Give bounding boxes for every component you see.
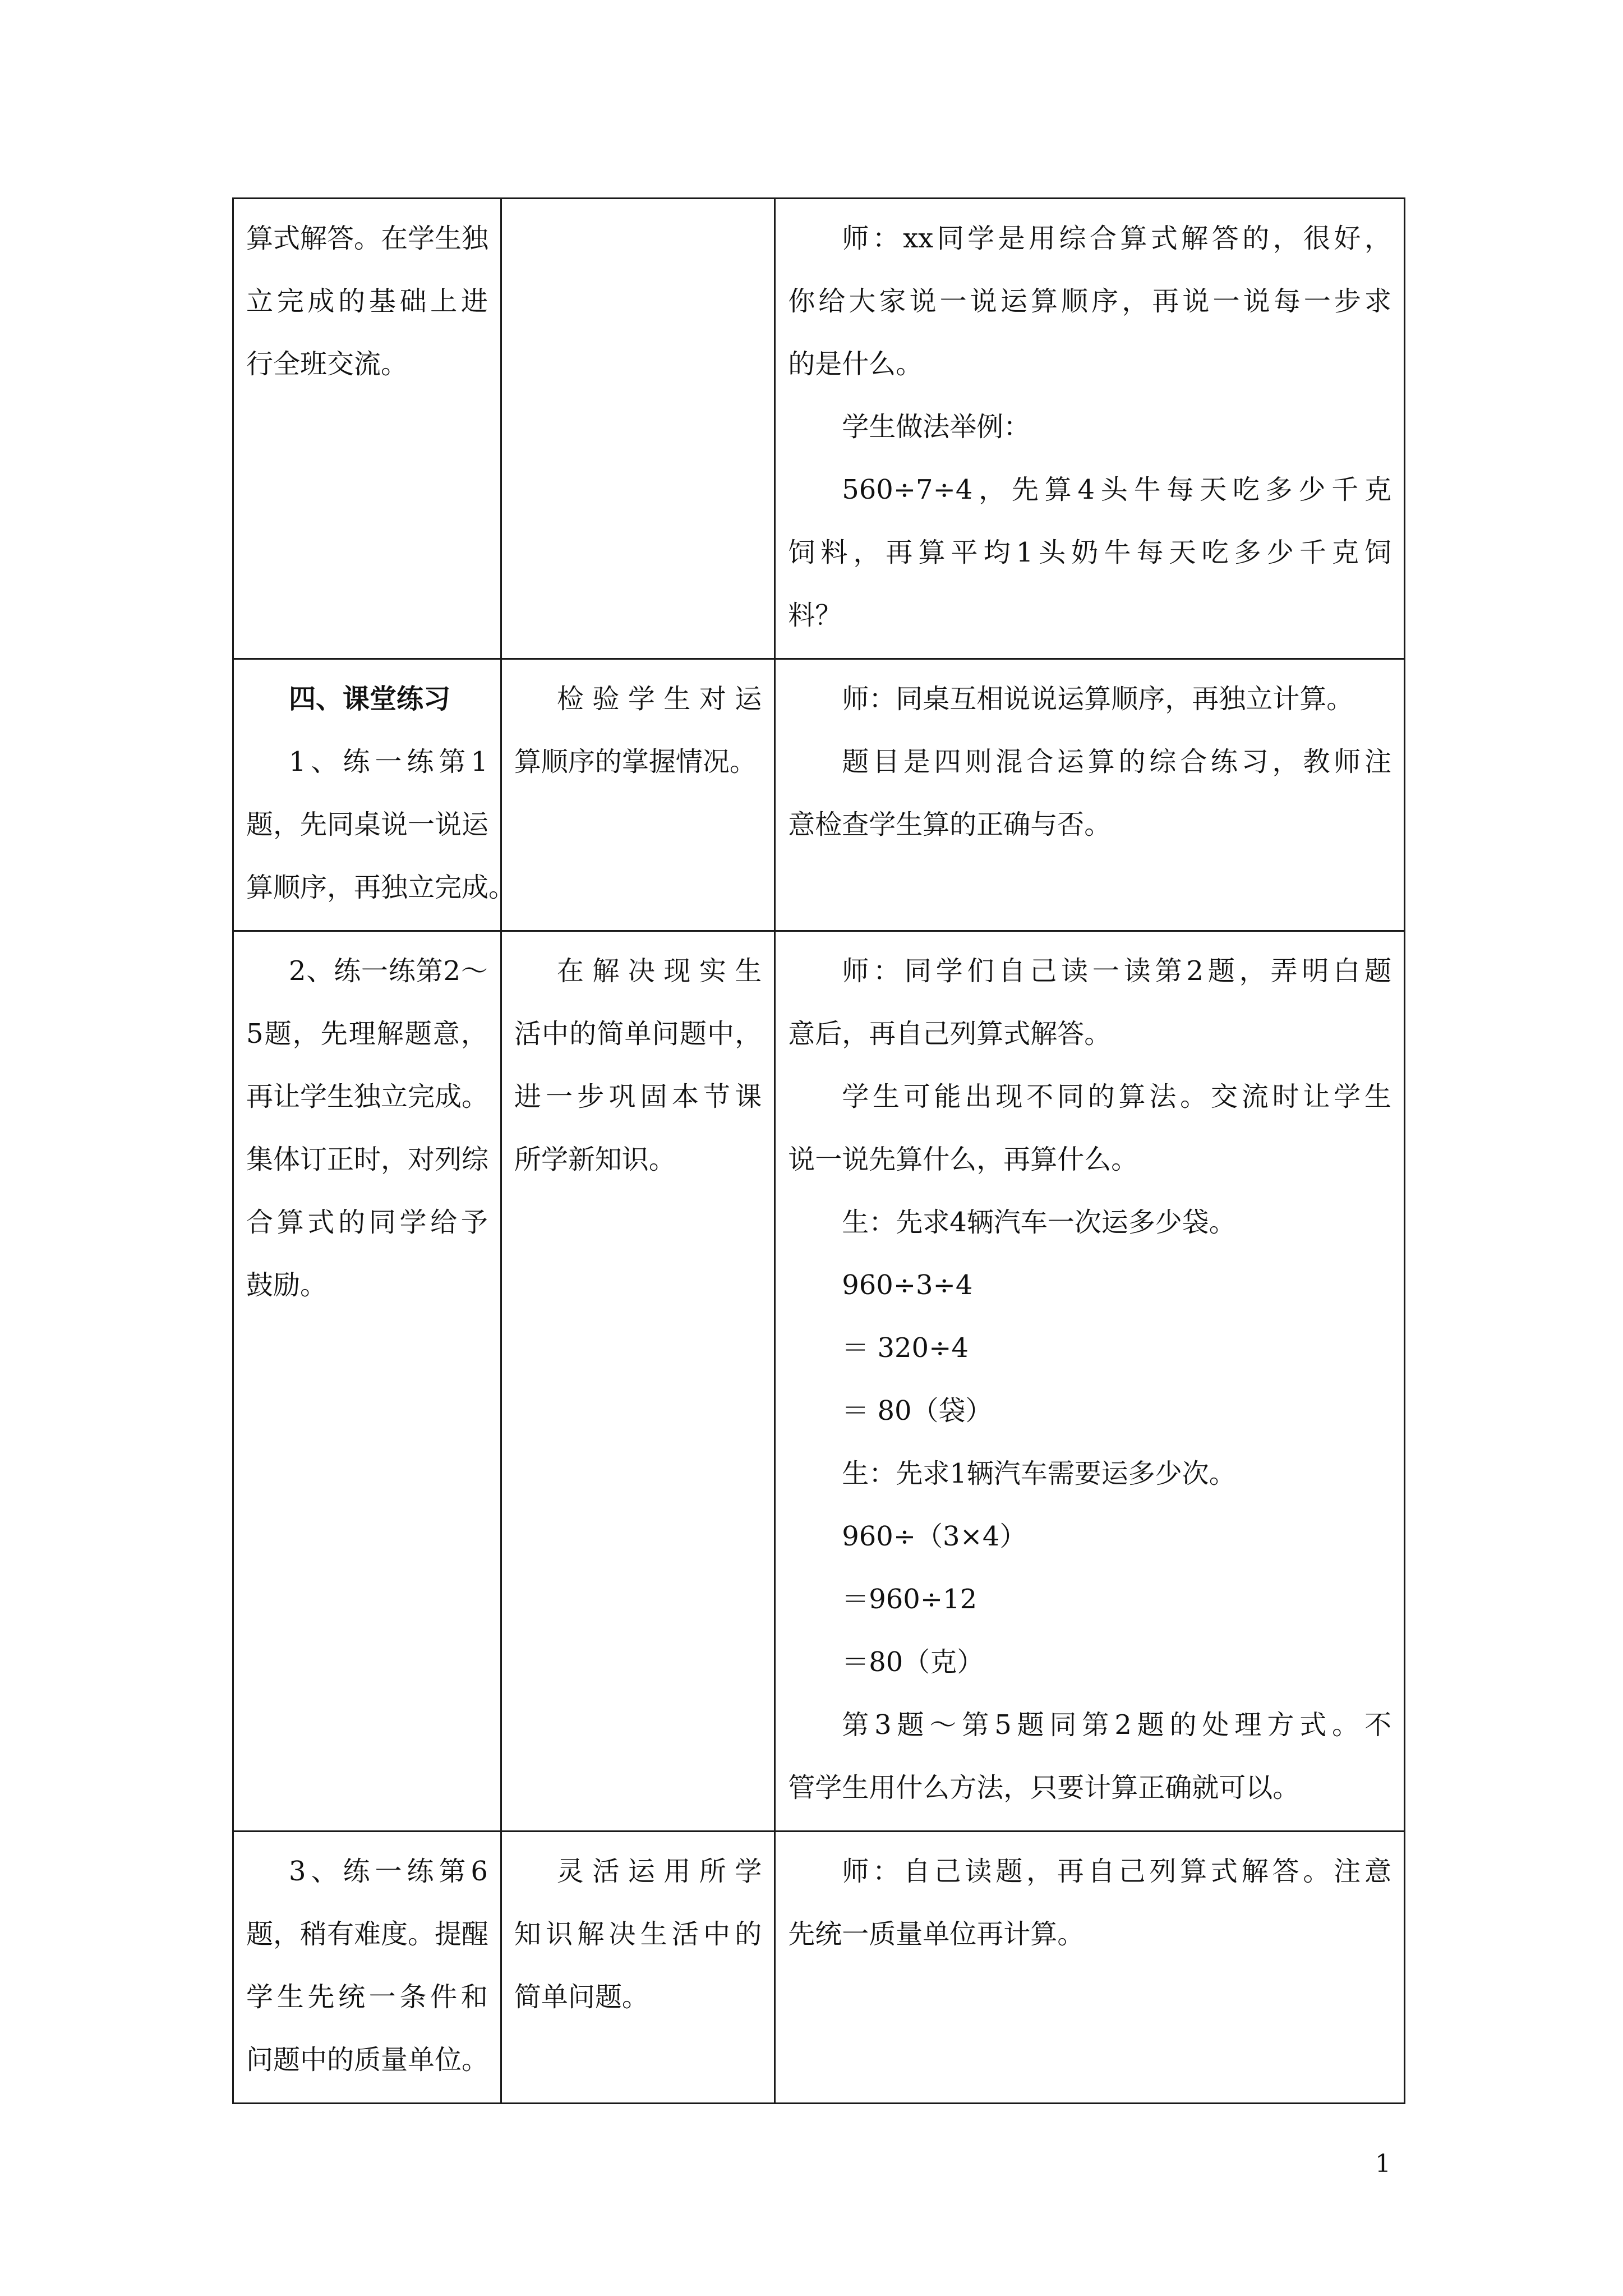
teacher-student-activity-cell	[775, 1832, 1405, 2104]
teaching-process-cell	[233, 931, 501, 1832]
equation-line: 960÷（3×4）	[842, 1521, 1027, 1552]
text-line: 饲料，再算平均1头奶牛每天吃多少千克饲	[788, 537, 1391, 568]
table-row	[233, 931, 1405, 1832]
text-line: 题，先同桌说一说运	[246, 809, 489, 840]
equation-line: 960÷3÷4	[842, 1269, 973, 1301]
text-line: 意后，再自己列算式解答。	[788, 1018, 1112, 1050]
text-line: 3、练一练第6	[289, 1856, 488, 1887]
text-line: 师：xx同学是用综合算式解答的，很好，	[842, 223, 1391, 254]
text-line: 师：同桌互相说说运算顺序，再独立计算。	[842, 683, 1354, 715]
text-line: 进一步巩固本节课	[514, 1081, 762, 1112]
text-line: 鼓励。	[246, 1269, 328, 1301]
text-line: 师：自己读题，再自己列算式解答。注意	[842, 1856, 1391, 1887]
lesson-plan-table	[232, 197, 1405, 2104]
design-intent-cell	[501, 931, 774, 1832]
text-line: 560÷7÷4，先算4头牛每天吃多少千克	[842, 474, 1391, 505]
text-line: 第3题～第5题同第2题的处理方式。不	[842, 1709, 1391, 1741]
text-line: 学生可能出现不同的算法。交流时让学生	[842, 1081, 1391, 1112]
text-line: 题目是四则混合运算的综合练习，教师注	[842, 746, 1391, 777]
text-line: 简单问题。	[514, 1981, 649, 2013]
text-line: 题，稍有难度。提醒	[246, 1918, 489, 1950]
design-intent-cell	[501, 659, 774, 931]
table-row	[233, 659, 1405, 931]
text-line: 集体订正时，对列综	[246, 1144, 489, 1175]
teacher-student-activity-cell	[775, 931, 1405, 1832]
text-line: 立完成的基础上进	[246, 286, 488, 317]
teacher-student-activity-cell	[775, 659, 1405, 931]
equation-line: ＝ 80（袋）	[842, 1395, 993, 1427]
teaching-process-cell	[233, 1832, 501, 2104]
text-line: 你给大家说一说运算顺序，再说一说每一步求	[788, 286, 1391, 317]
text-line: 所学新知识。	[514, 1144, 676, 1175]
text-line: 问题中的质量单位。	[246, 2044, 489, 2076]
text-line: 合算式的同学给予	[246, 1207, 488, 1238]
text-line: 5题，先理解题意，	[246, 1018, 488, 1050]
text-line: 生：先求4辆汽车一次运多少袋。	[842, 1207, 1236, 1238]
text-line: 生：先求1辆汽车需要运多少次。	[842, 1458, 1236, 1489]
teacher-student-activity-cell	[775, 199, 1405, 659]
table-row	[233, 1832, 1405, 2104]
text-line: 1、练一练第1	[289, 746, 488, 777]
text-line: 学生先统一条件和	[246, 1981, 488, 2013]
text-line: 先统一质量单位再计算。	[788, 1918, 1085, 1950]
teaching-process-cell	[233, 199, 501, 659]
table-row	[233, 199, 1405, 659]
text-line: 在解决现实生	[556, 955, 762, 987]
text-line: 意检查学生算的正确与否。	[788, 809, 1112, 840]
text-line: 学生做法举例：	[842, 411, 1031, 443]
text-line: 说一说先算什么，再算什么。	[788, 1144, 1138, 1175]
teaching-process-cell	[233, 659, 516, 931]
equation-line: ＝ 320÷4	[842, 1332, 969, 1364]
equation-line: ＝80（克）	[842, 1646, 984, 1678]
page-number: 1	[1375, 2150, 1391, 2178]
section-heading: 四、课堂练习	[289, 683, 451, 715]
design-intent-cell	[501, 199, 774, 659]
text-line: 师：同学们自己读一读第2题，弄明白题	[842, 955, 1391, 987]
text-line: 检验学生对运	[556, 683, 762, 715]
text-line: 灵活运用所学	[556, 1856, 762, 1887]
text-line: 的是什么。	[788, 348, 923, 380]
text-line: 算顺序，再独立完成。	[246, 872, 516, 903]
equation-line: ＝960÷12	[842, 1584, 978, 1615]
text-line: 管学生用什么方法，只要计算正确就可以。	[788, 1772, 1300, 1803]
text-line: 2、练一练第2～	[289, 955, 488, 987]
design-intent-cell	[501, 1832, 774, 2104]
text-line: 行全班交流。	[246, 348, 408, 380]
text-line: 算顺序的掌握情况。	[514, 746, 757, 777]
text-line: 知识解决生活中的	[514, 1918, 762, 1950]
text-line: 再让学生独立完成。	[246, 1081, 489, 1112]
text-line: 料？	[788, 600, 842, 631]
text-line: 活中的简单问题中，	[514, 1018, 762, 1050]
text-line: 算式解答。在学生独	[246, 223, 489, 254]
